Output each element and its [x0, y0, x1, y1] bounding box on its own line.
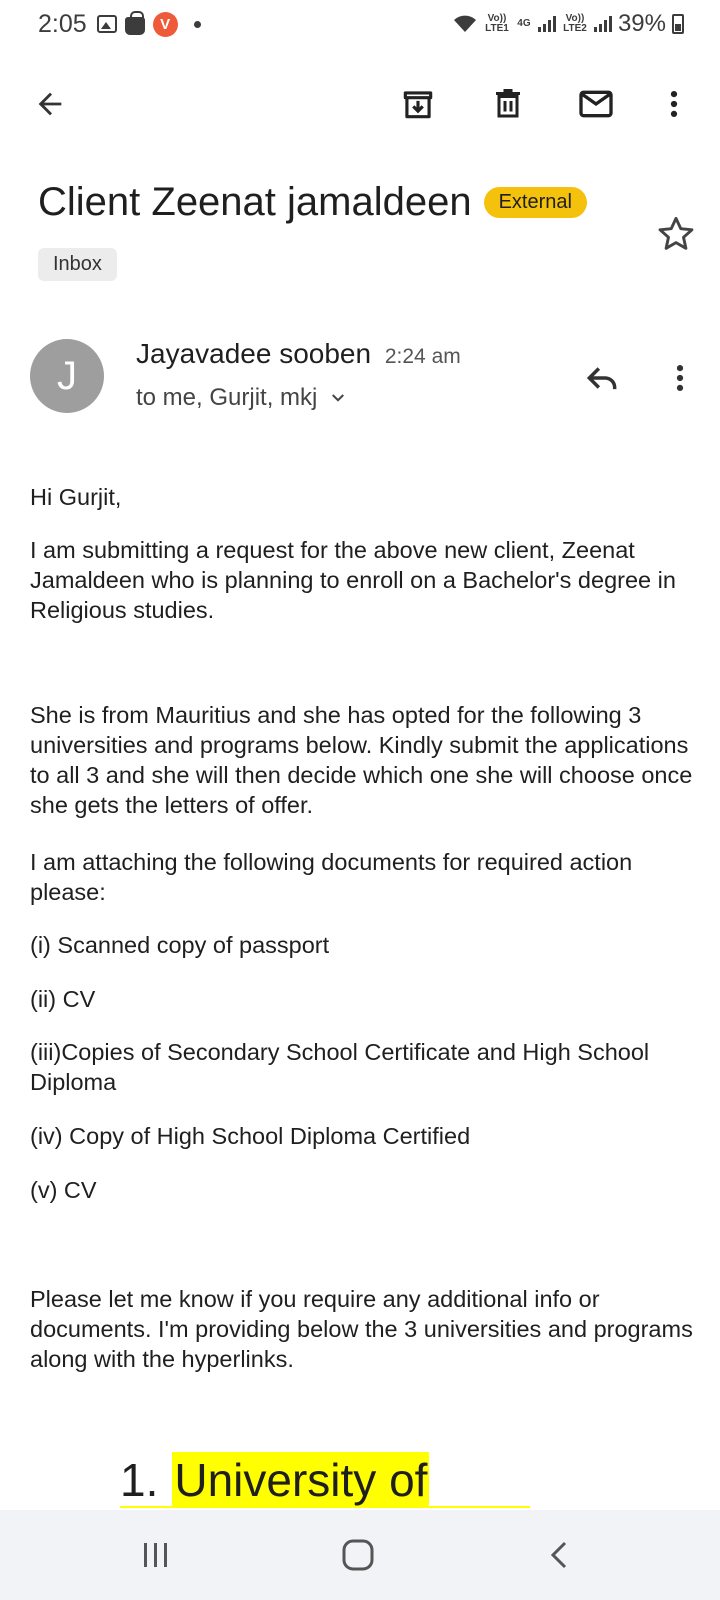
document-item: (ii) CV: [30, 986, 96, 1012]
volte1-label: Vo)) LTE1: [485, 13, 509, 34]
inbox-label-chip[interactable]: Inbox: [38, 248, 117, 281]
document-item: (iv) Copy of High School Diploma Certified: [30, 1123, 471, 1149]
email-toolbar: [0, 64, 720, 144]
list-number: 1.: [120, 1454, 159, 1506]
volte2-label: Vo)) LTE2: [563, 13, 587, 34]
body-paragraph-2: She is from Mauritius and she has opted for the following 3 universities and programs below. Kindly submit the applications to all 3 and she will then decide which one she will choose once she gets the letters of offer.: [30, 702, 693, 818]
home-icon: [341, 1538, 375, 1572]
body-paragraph-3: I am attaching the following documents for required action please:: [30, 849, 633, 905]
sender-row: [136, 338, 461, 370]
more-notifications-dot-icon: [194, 21, 201, 28]
sender-avatar[interactable]: J: [30, 339, 104, 413]
more-vert-icon: [663, 361, 697, 395]
university-list-item: [120, 1452, 429, 1508]
battery-icon: [672, 14, 684, 34]
greeting: Hi Gurjit,: [30, 484, 122, 510]
back-arrow-icon: [33, 87, 67, 121]
document-item: (i) Scanned copy of passport: [30, 932, 330, 958]
mail-icon: [576, 84, 616, 124]
notification-icons: [97, 12, 201, 37]
recent-apps-icon: [141, 1540, 171, 1570]
archive-button[interactable]: [392, 78, 444, 130]
document-item: (v) CV: [30, 1177, 97, 1203]
chevron-down-icon: [329, 389, 347, 407]
delete-icon: [490, 86, 526, 122]
more-options-button[interactable]: [648, 78, 700, 130]
email-subject: Client Zeenat jamaldeen: [38, 180, 472, 224]
battery-percent: 39%: [617, 10, 666, 37]
wifi-icon: [452, 14, 478, 34]
archive-icon: [399, 85, 437, 123]
status-bar: [0, 0, 720, 48]
external-badge: External: [484, 187, 587, 218]
message-time: 2:24 am: [384, 345, 461, 368]
network-4g-label: 4G: [517, 18, 531, 29]
recipients-text: to me, Gurjit, mkj: [136, 384, 318, 411]
back-button[interactable]: [24, 78, 76, 130]
status-time: 2:05: [38, 9, 87, 38]
home-button[interactable]: [328, 1530, 388, 1580]
recipients-toggle[interactable]: [136, 384, 347, 412]
document-item: (iii)Copies of Secondary School Certificate and High School Diploma: [30, 1039, 650, 1095]
body-paragraph-1: I am submitting a request for the above new client, Zeenat Jamaldeen who is planning to enroll on a Bachelor's degree in Religious studies.: [30, 537, 676, 623]
sender-name[interactable]: Jayavadee sooben: [136, 338, 372, 369]
link-underline: [120, 1506, 530, 1508]
app-notification-icon: V: [153, 12, 178, 37]
back-chevron-icon: [545, 1540, 575, 1570]
reply-button[interactable]: [576, 352, 628, 404]
mark-unread-button[interactable]: [570, 78, 622, 130]
subject-row: [38, 180, 610, 225]
shopping-bag-icon: [125, 17, 145, 35]
star-icon: [654, 212, 698, 256]
system-icons: [452, 10, 684, 38]
message-more-button[interactable]: [654, 352, 706, 404]
recent-apps-button[interactable]: [126, 1530, 186, 1580]
delete-button[interactable]: [482, 78, 534, 130]
body-paragraph-4: Please let me know if you require any additional info or documents. I'm providing below the 3 universities and programs along with the hyperlinks.: [30, 1286, 693, 1372]
gallery-notification-icon: [97, 15, 117, 33]
back-nav-button[interactable]: [530, 1530, 590, 1580]
university-link[interactable]: University of: [174, 1454, 428, 1506]
signal-1-icon: [538, 16, 556, 32]
star-button[interactable]: [654, 212, 698, 256]
more-vert-icon: [657, 87, 691, 121]
reply-icon: [583, 359, 621, 397]
system-nav-bar: [0, 1510, 720, 1600]
signal-2-icon: [594, 16, 612, 32]
